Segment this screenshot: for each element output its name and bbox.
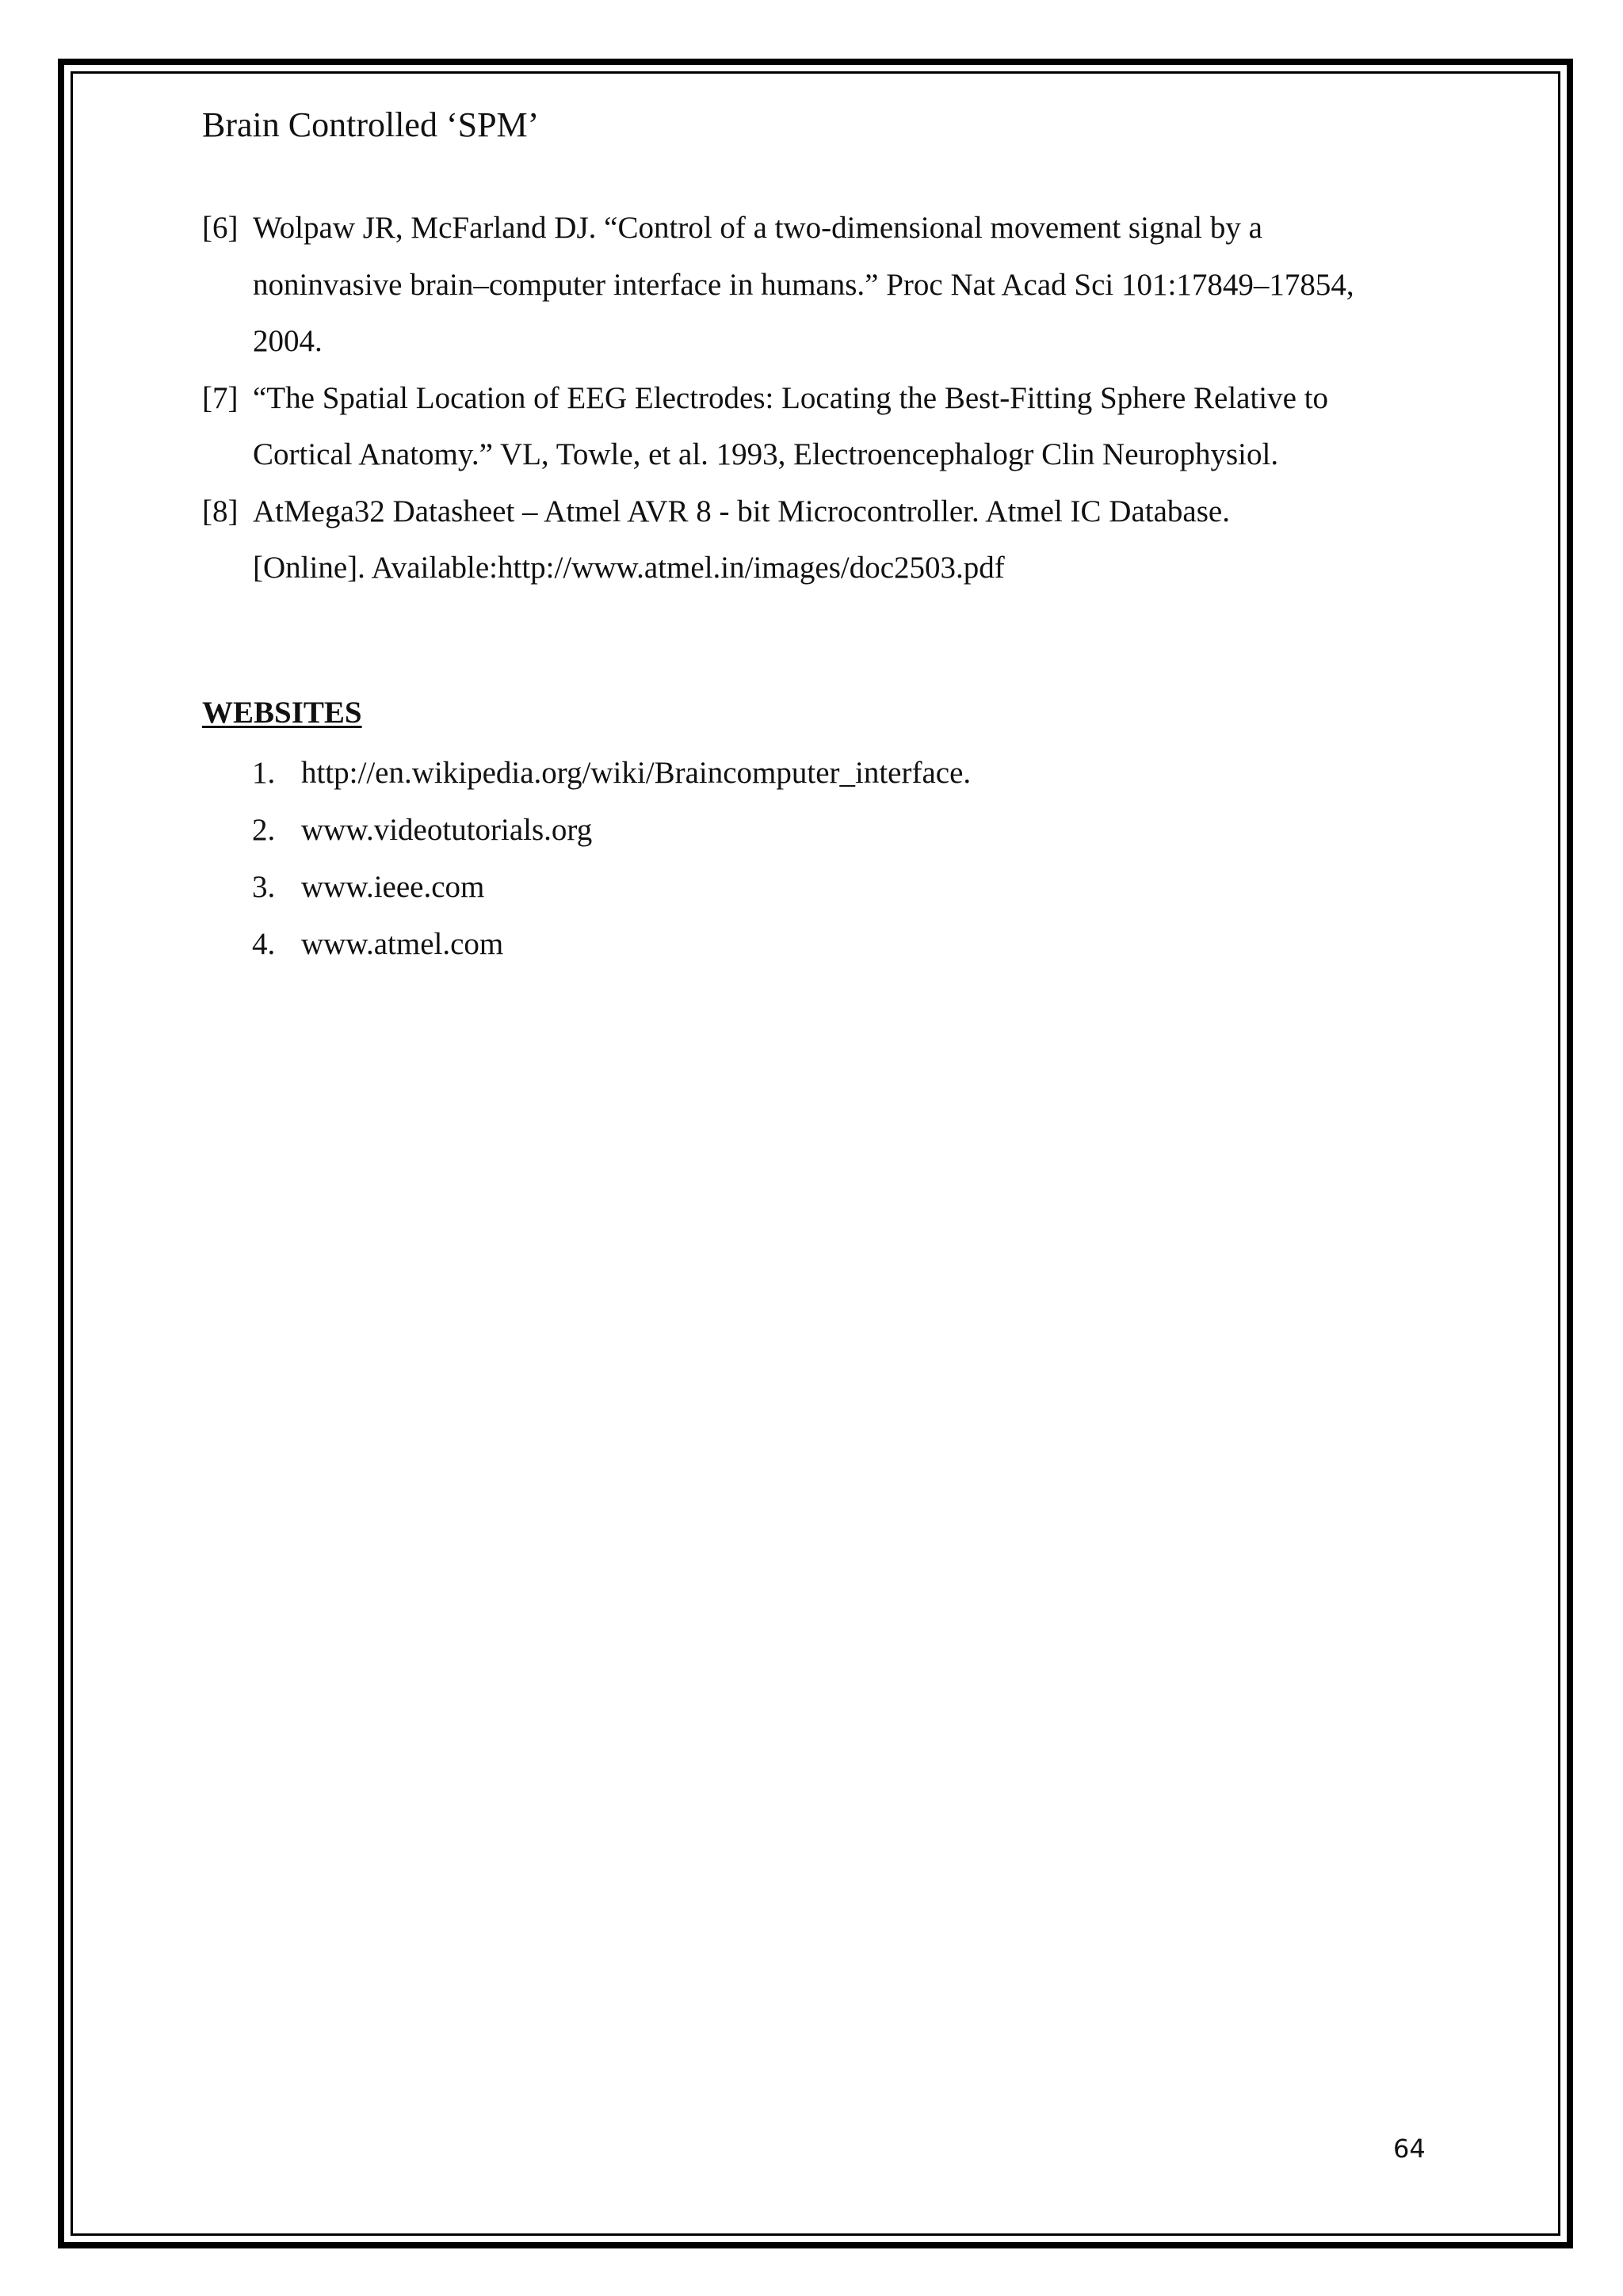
reference-number: [7]: [202, 380, 239, 415]
reference-item-6: [202, 200, 1470, 370]
reference-text-line: [Online]. Available:http://www.atmel.in/images/doc2503.pdf: [253, 551, 1005, 585]
reference-item-7: [202, 370, 1470, 483]
websites-list: [252, 745, 971, 973]
website-item: [252, 802, 971, 859]
website-item-text: www.ieee.com: [301, 870, 485, 904]
reference-number: [8]: [202, 494, 239, 528]
reference-text-line: 2004.: [253, 324, 323, 358]
reference-text-line: Wolpaw JR, McFarland DJ. “Control of a two-dimensional movement signal by a: [253, 211, 1262, 245]
reference-text-line: Cortical Anatomy.” VL, Towle, et al. 1993, Electroencephalogr Clin Neurophysiol.: [253, 437, 1279, 471]
document-header-title: Brain Controlled ‘SPM’: [202, 105, 540, 144]
reference-number: [6]: [202, 211, 239, 245]
reference-list: [202, 200, 1470, 597]
reference-item-8: [202, 483, 1470, 597]
website-item-text: www.atmel.com: [301, 927, 504, 961]
reference-text-line: noninvasive brain–computer interface in humans.” Proc Nat Acad Sci 101:17849–17854,: [253, 267, 1354, 302]
website-item: [252, 916, 971, 973]
website-item-number: 1.: [252, 756, 276, 790]
website-item-number: 2.: [252, 813, 276, 847]
websites-heading: WEBSITES: [202, 696, 362, 730]
website-item-text: http://en.wikipedia.org/wiki/Braincomputer_interface.: [301, 756, 972, 790]
reference-text-line: AtMega32 Datasheet – Atmel AVR 8 - bit Microcontroller. Atmel IC Database.: [253, 494, 1230, 528]
page-number: 64: [1393, 2134, 1426, 2164]
website-item-number: 4.: [252, 927, 276, 961]
website-item: [252, 745, 971, 802]
website-item-number: 3.: [252, 870, 276, 904]
website-item: [252, 859, 971, 916]
reference-text-line: “The Spatial Location of EEG Electrodes: Locating the Best-Fitting Sphere Relative to: [253, 380, 1329, 415]
website-item-text: www.videotutorials.org: [301, 813, 593, 847]
